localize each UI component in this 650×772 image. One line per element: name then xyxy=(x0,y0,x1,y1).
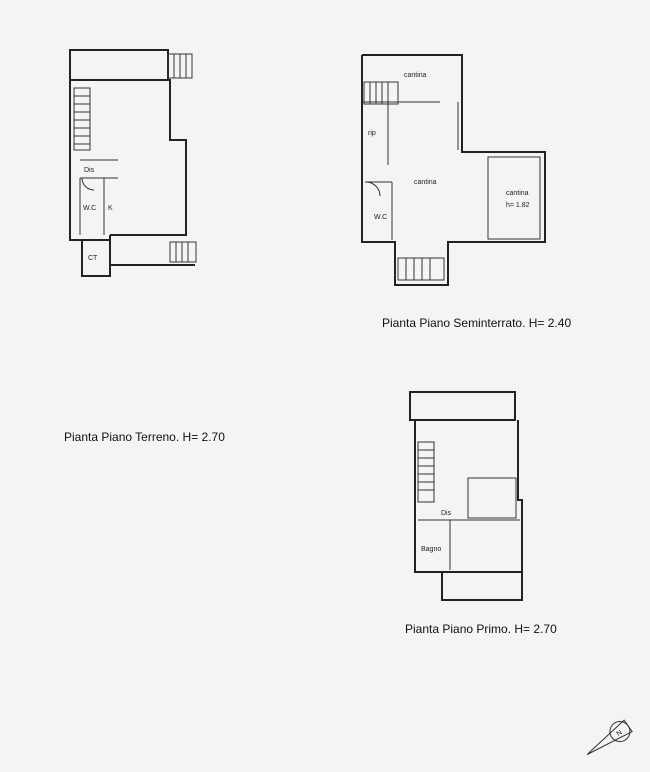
room-label-cantina-3: cantina xyxy=(506,190,529,197)
stair-seminterrato xyxy=(364,82,398,104)
ext-stair-top xyxy=(168,54,192,78)
room-label-bagno: Bagno xyxy=(421,546,442,553)
outline-seminterrato xyxy=(362,55,545,285)
room-label-ct: CT xyxy=(88,255,98,262)
room-label-wc: W.C xyxy=(374,214,388,221)
ext-stair-seminterrato xyxy=(398,258,444,280)
terrace-primo-top xyxy=(410,392,515,420)
terrace-top xyxy=(70,50,168,80)
ext-stair-bottom xyxy=(170,242,196,262)
stair-terreno xyxy=(74,88,90,150)
room-label-wc: W.C xyxy=(83,205,97,212)
stair-primo xyxy=(418,442,434,502)
room-label-rip: rip xyxy=(368,130,376,137)
north-label: N xyxy=(615,729,624,738)
plan-seminterrato xyxy=(362,55,545,285)
plan-primo xyxy=(410,392,522,600)
north-arrow-icon xyxy=(581,718,633,763)
room-label-cantina-1: cantina xyxy=(404,72,427,79)
caption-piano-seminterrato: Pianta Piano Seminterrato. H= 2.40 xyxy=(382,316,572,330)
terrace-primo-bottom xyxy=(442,572,522,600)
caption-piano-terreno: Pianta Piano Terreno. H= 2.70 xyxy=(64,430,225,444)
room-label-k: K xyxy=(108,205,113,212)
room-label-height: h= 1.82 xyxy=(506,202,530,209)
plan-terreno xyxy=(70,50,196,276)
room-label-dis: Dis xyxy=(84,167,95,174)
caption-piano-primo: Pianta Piano Primo. H= 2.70 xyxy=(405,622,557,636)
room-label-dis: Dis xyxy=(441,510,452,517)
room-label-cantina-2: cantina xyxy=(414,179,437,186)
